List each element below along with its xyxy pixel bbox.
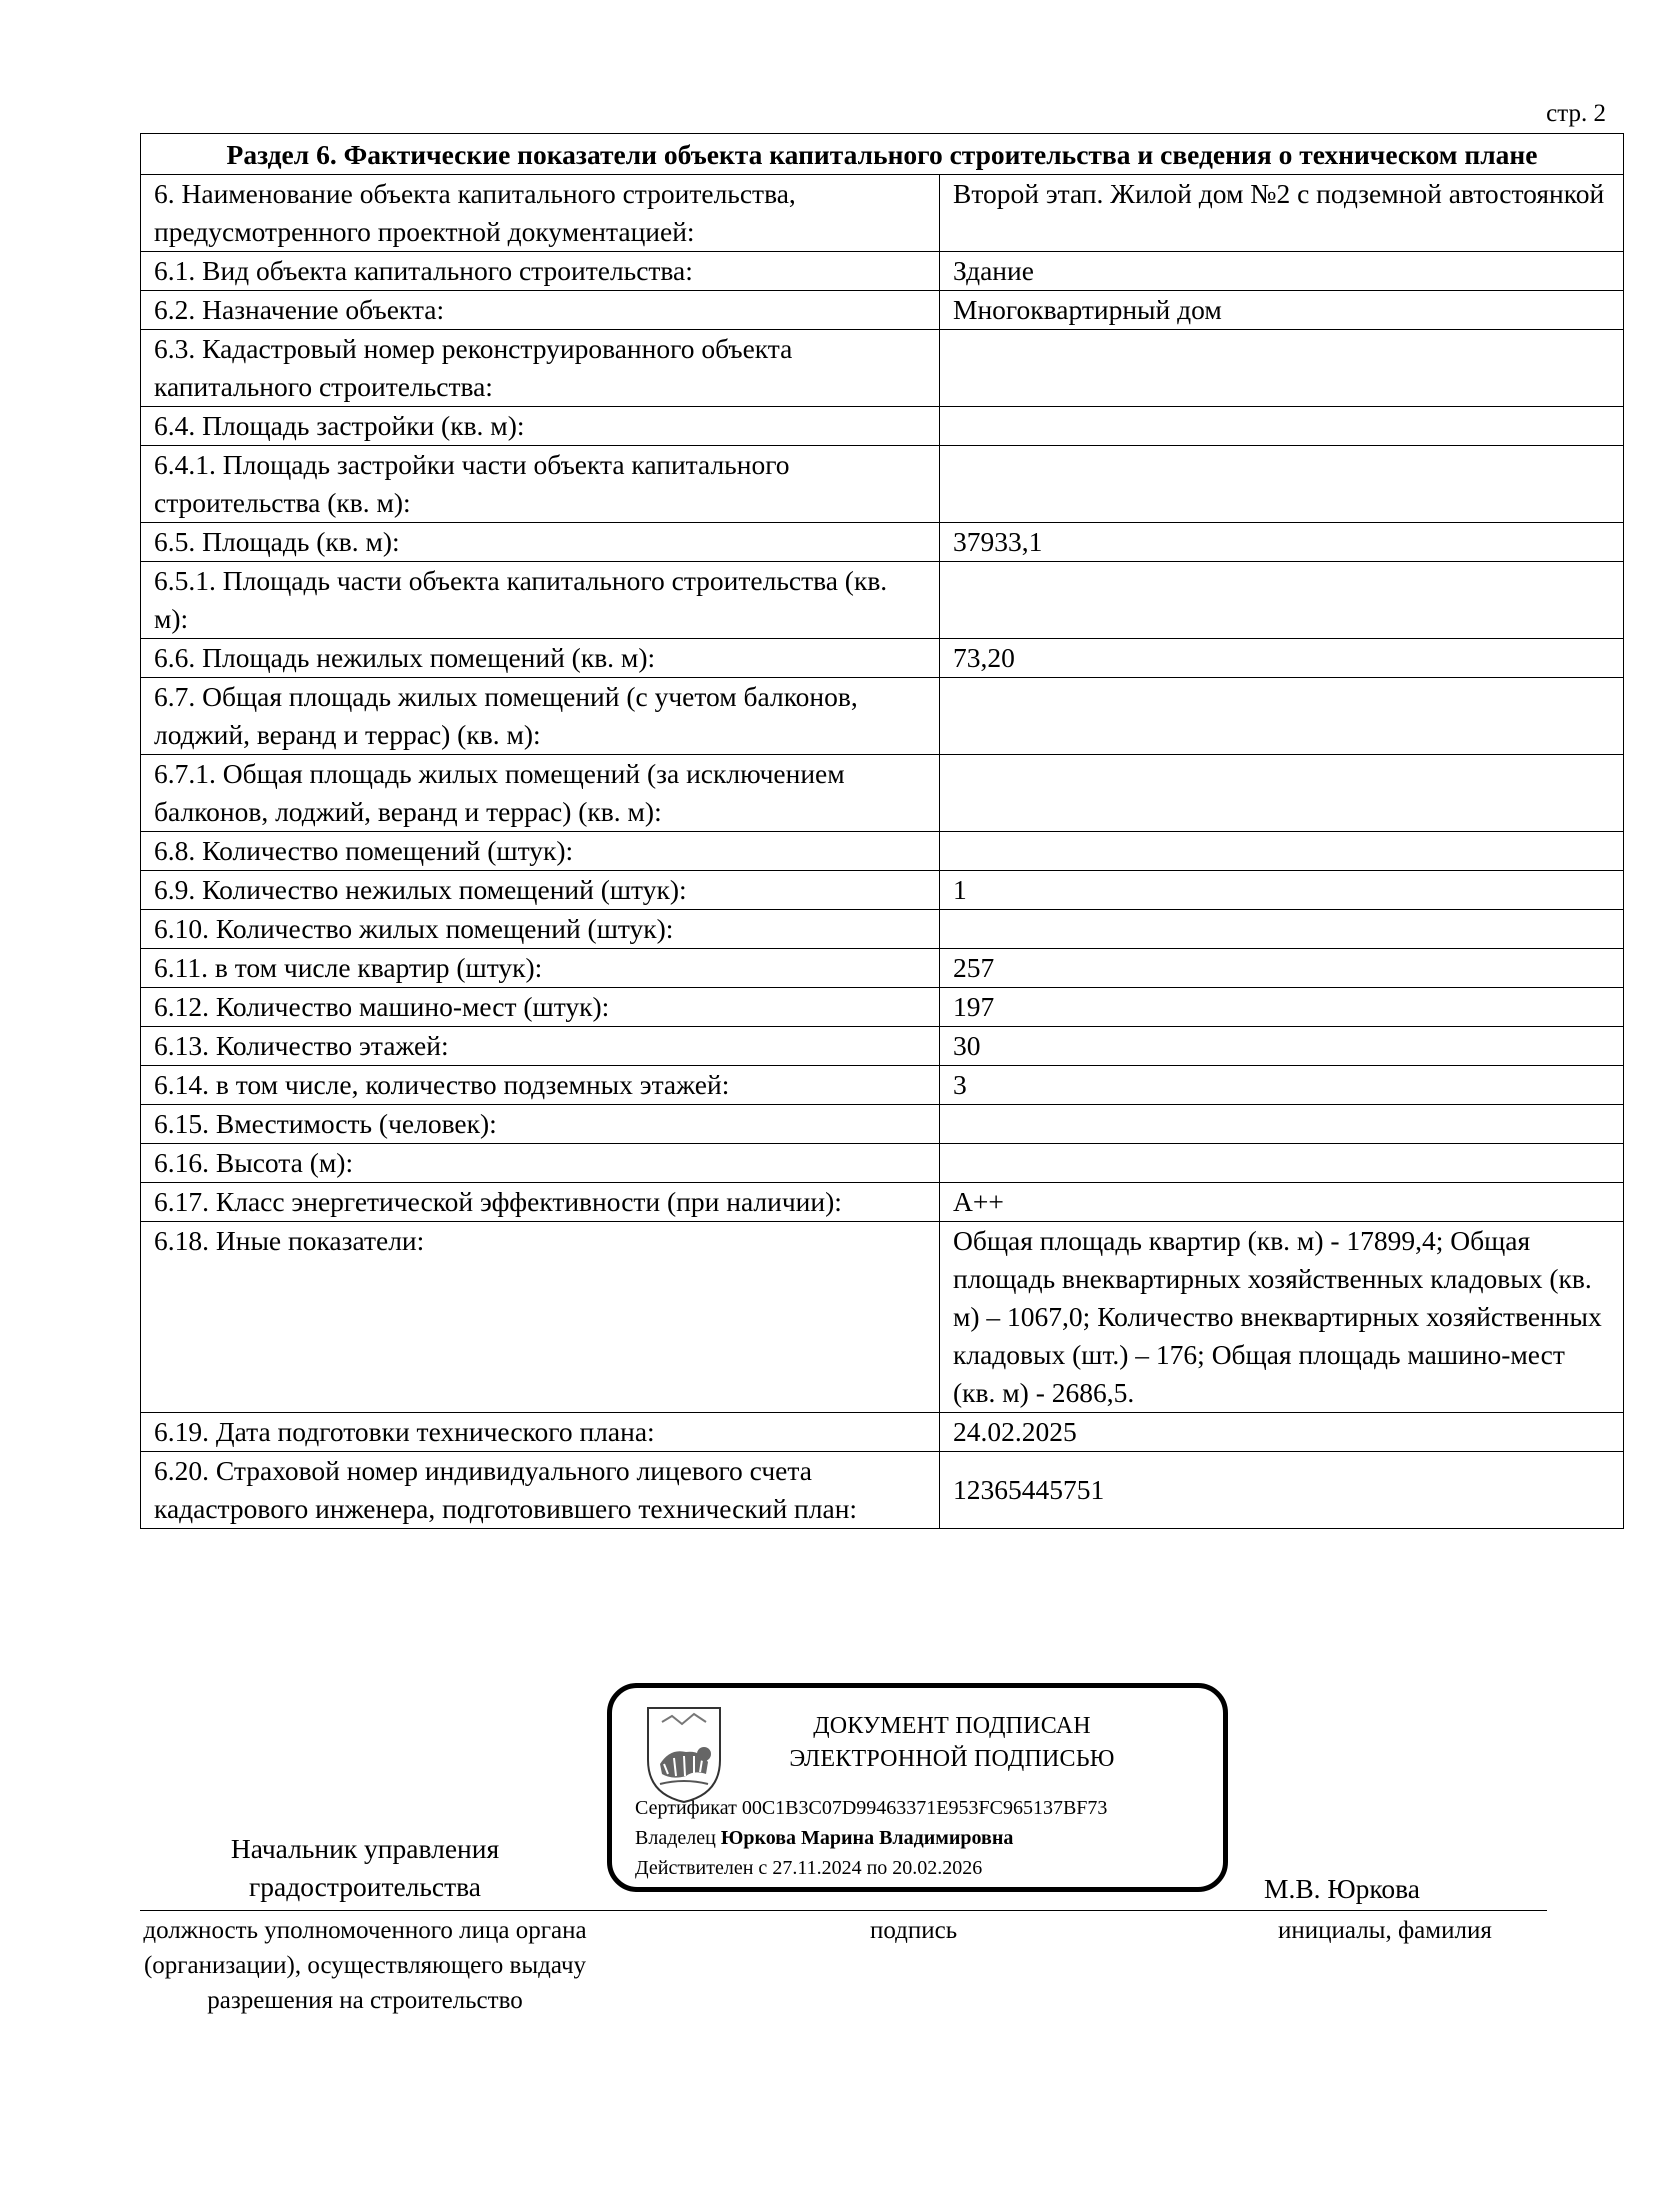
row-value: 1 [940,871,1624,910]
certificate-value: 00C1B3C07D99463371E953FC965137BF73 [741,1797,1108,1819]
stamp-title-line: ЭЛЕКТРОННОЙ ПОДПИСЬЮ [789,1746,1115,1772]
row-value: 197 [940,988,1624,1027]
row-label: 6.16. Высота (м): [141,1144,940,1183]
page-number: стр. 2 [1546,100,1606,127]
stamp-validity [635,1855,982,1881]
stamp-certificate [635,1795,1107,1821]
row-value: 3 [940,1066,1624,1105]
validity-from: 27.11.2024 [772,1857,862,1879]
owner-label: Владелец [635,1827,716,1849]
row-label: 6.4. Площадь застройки (кв. м): [141,407,940,446]
table-row [141,639,1624,678]
table-header-row [141,134,1624,175]
table-row [141,252,1624,291]
table-row [141,407,1624,446]
row-value: 30 [940,1027,1624,1066]
row-value [940,678,1624,755]
stamp-title-line: ДОКУМЕНТ ПОДПИСАН [813,1713,1091,1739]
row-label: 6.19. Дата подготовки технического плана: [141,1413,940,1452]
caption-signature: подпись [870,1917,958,1944]
validity-to-prefix: по [866,1857,888,1879]
validity-label: Действителен [635,1857,754,1879]
row-value: Общая площадь квартир (кв. м) - 17899,4; Общая площадь внеквартирных хозяйственных кладовых (кв. м) – 1067,0; Количество внеквартирных хозяйственных кладовых (шт.) – 176; Общая площадь машино-мест (кв. м) - 2686,5. [940,1222,1624,1413]
row-value [940,562,1624,639]
row-label: 6.8. Количество помещений (штук): [141,832,940,871]
row-value [940,407,1624,446]
table-row [141,1222,1624,1413]
row-value: Здание [940,252,1624,291]
table-row [141,832,1624,871]
row-value: 12365445751 [940,1452,1624,1529]
row-value: 37933,1 [940,523,1624,562]
row-value: 73,20 [940,639,1624,678]
signature-line [140,1910,1547,1911]
owner-value: Юркова Марина Владимировна [720,1827,1014,1849]
row-label: 6.20. Страховой номер индивидуального лицевого счета кадастрового инженера, подготовившего технический план: [141,1452,940,1529]
table-row [141,1066,1624,1105]
table-row [141,988,1624,1027]
table-row [141,1183,1624,1222]
signatory-position: Начальник управления градостроительства [230,1833,500,1902]
e-signature-stamp [607,1683,1228,1892]
table-row [141,1413,1624,1452]
stamp-title [712,1710,1192,1776]
row-value [940,832,1624,871]
row-label: 6.17. Класс энергетической эффективности (при наличии): [141,1183,940,1222]
row-label: 6.2. Назначение объекта: [141,291,940,330]
row-label: 6.15. Вместимость (человек): [141,1105,940,1144]
row-label: 6.18. Иные показатели: [141,1222,940,1413]
table-row [141,678,1624,755]
row-label: 6.6. Площадь нежилых помещений (кв. м): [141,639,940,678]
row-value: 257 [940,949,1624,988]
signatory-name: М.В. Юркова [1264,1873,1420,1904]
row-value [940,1144,1624,1183]
row-value: Многоквартирный дом [940,291,1624,330]
row-label: 6.9. Количество нежилых помещений (штук): [141,871,940,910]
table-row [141,1144,1624,1183]
row-label: 6.4.1. Площадь застройки части объекта капитального строительства (кв. м): [141,446,940,523]
row-value: A++ [940,1183,1624,1222]
row-label: 6.13. Количество этажей: [141,1027,940,1066]
row-value [940,910,1624,949]
table-row [141,562,1624,639]
row-value [940,330,1624,407]
row-label: 6.10. Количество жилых помещений (штук): [141,910,940,949]
validity-to: 20.02.2026 [892,1857,983,1879]
row-label: 6. Наименование объекта капитального строительства, предусмотренного проектной документацией: [141,175,940,252]
row-label: 6.5.1. Площадь части объекта капитального строительства (кв. м): [141,562,940,639]
caption-name: инициалы, фамилия [1278,1917,1492,1944]
table-row [141,949,1624,988]
row-value: 24.02.2025 [940,1413,1624,1452]
table-row [141,755,1624,832]
row-label: 6.12. Количество машино-мест (штук): [141,988,940,1027]
row-value [940,755,1624,832]
row-label: 6.3. Кадастровый номер реконструированного объекта капитального строительства: [141,330,940,407]
table-row [141,1105,1624,1144]
row-label: 6.7.1. Общая площадь жилых помещений (за исключением балконов, лоджий, веранд и террас) (кв. м): [141,755,940,832]
row-label: 6.5. Площадь (кв. м): [141,523,940,562]
validity-from-prefix: с [758,1857,768,1879]
row-label: 6.1. Вид объекта капитального строительства: [141,252,940,291]
row-label: 6.7. Общая площадь жилых помещений (с учетом балконов, лоджий, веранд и террас) (кв. м): [141,678,940,755]
table-row [141,1027,1624,1066]
table-row [141,330,1624,407]
row-value: Второй этап. Жилой дом №2 с подземной автостоянкой [940,175,1624,252]
row-label: 6.11. в том числе квартир (штук): [141,949,940,988]
table-row [141,291,1624,330]
table-row [141,446,1624,523]
table-row [141,175,1624,252]
table-row [141,523,1624,562]
certificate-label: Сертификат [635,1797,737,1819]
table-row [141,910,1624,949]
caption-position: должность уполномоченного лица органа (организации), осуществляющего выдачу разрешения на строительство [143,1917,587,2014]
table-row [141,1452,1624,1529]
table-row [141,871,1624,910]
section-title: Раздел 6. Фактические показатели объекта капитального строительства и сведения о техническом плане [141,134,1624,175]
row-value [940,1105,1624,1144]
indicators-table [140,133,1624,1529]
row-value [940,446,1624,523]
stamp-owner [635,1825,1013,1851]
row-label: 6.14. в том числе, количество подземных этажей: [141,1066,940,1105]
